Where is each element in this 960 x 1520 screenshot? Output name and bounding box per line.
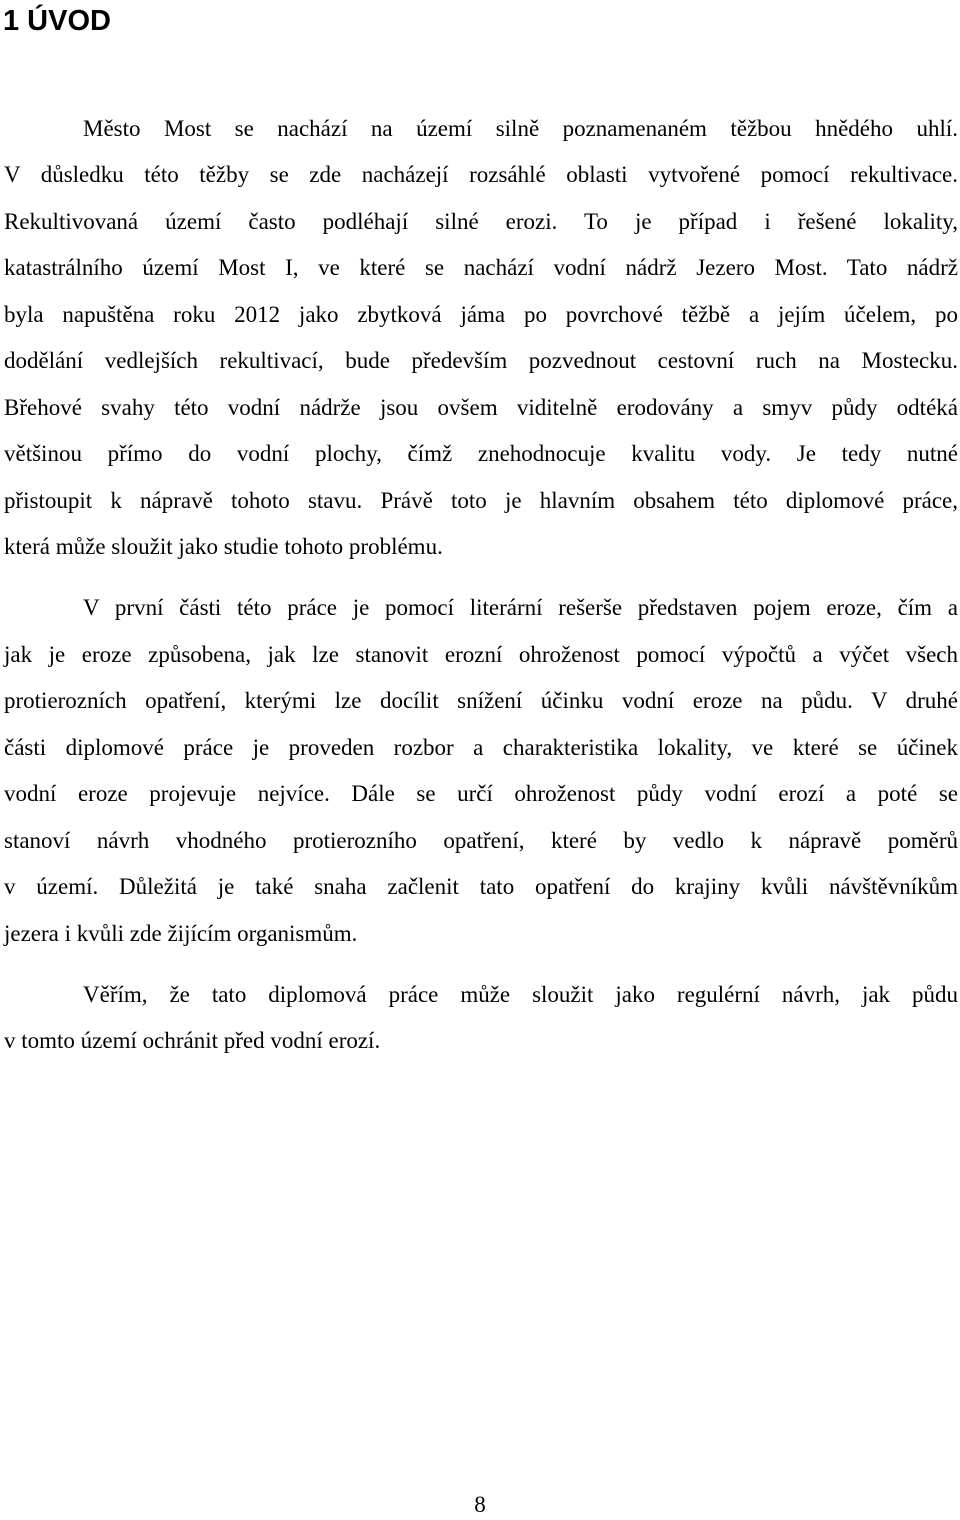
paragraph-3-line-1: Věřím, že tato diplomová práce může sloužit jako regulérní návrh, jak půdu — [83, 982, 958, 1007]
page-number: 8 — [474, 1492, 486, 1517]
paragraph-1-line-2: V důsledku této těžby se zde nacházejí rozsáhlé oblasti vytvořené pomocí rekultivace. — [4, 162, 958, 187]
paragraph-2-line-3: protierozních opatření, kterými lze docílit snížení účinku vodní eroze na půdu. V druhé — [4, 688, 958, 713]
paragraph-1-line-10: která může sloužit jako studie tohoto problému. — [4, 534, 443, 559]
paragraph-1-line-7: Břehové svahy této vodní nádrže jsou ovšem viditelně erodovány a smyv půdy odtéká — [4, 395, 958, 420]
paragraph-1-line-3: Rekultivovaná území často podléhají silné erozi. To je případ i řešené lokality, — [4, 209, 958, 234]
paragraph-2-line-1: V první části této práce je pomocí literární rešerše představen pojem eroze, čím a — [83, 595, 958, 620]
paragraph-1-line-5: byla napuštěna roku 2012 jako zbytková jáma po povrchové těžbě a jejím účelem, po — [4, 302, 958, 327]
paragraph-2-line-7: v území. Důležitá je také snaha začlenit tato opatření do krajiny kvůli návštěvníkům — [4, 874, 958, 899]
chapter-heading: 1 ÚVOD — [3, 5, 111, 37]
paragraph-1-line-1: Město Most se nachází na území silně poznamenaném těžbou hnědého uhlí. — [83, 116, 958, 141]
paragraph-1-line-8: většinou přímo do vodní plochy, čímž znehodnocuje kvalitu vody. Je tedy nutné — [4, 441, 958, 466]
paragraph-3-line-2: v tomto území ochránit před vodní erozí. — [4, 1028, 381, 1053]
paragraph-2-line-6: stanoví návrh vhodného protierozního opatření, které by vedlo k nápravě poměrů — [4, 828, 958, 853]
paragraph-2-line-8: jezera i kvůli zde žijícím organismům. — [4, 921, 358, 946]
paragraph-2-line-4: části diplomové práce je proveden rozbor a charakteristika lokality, ve které se účinek — [4, 735, 958, 760]
paragraph-2-line-2: jak je eroze způsobena, jak lze stanovit erozní ohroženost pomocí výpočtů a výčet všech — [4, 642, 958, 667]
paragraph-1-line-4: katastrálního území Most I, ve které se nachází vodní nádrž Jezero Most. Tato nádrž — [4, 255, 958, 280]
paragraph-1-line-6: dodělání vedlejších rekultivací, bude především pozvednout cestovní ruch na Mostecku. — [4, 348, 958, 373]
paragraph-1-line-9: přistoupit k nápravě tohoto stavu. Právě toto je hlavním obsahem této diplomové práce, — [4, 488, 958, 513]
paragraph-2-line-5: vodní eroze projevuje nejvíce. Dále se určí ohroženost půdy vodní erozí a poté se — [4, 781, 958, 806]
